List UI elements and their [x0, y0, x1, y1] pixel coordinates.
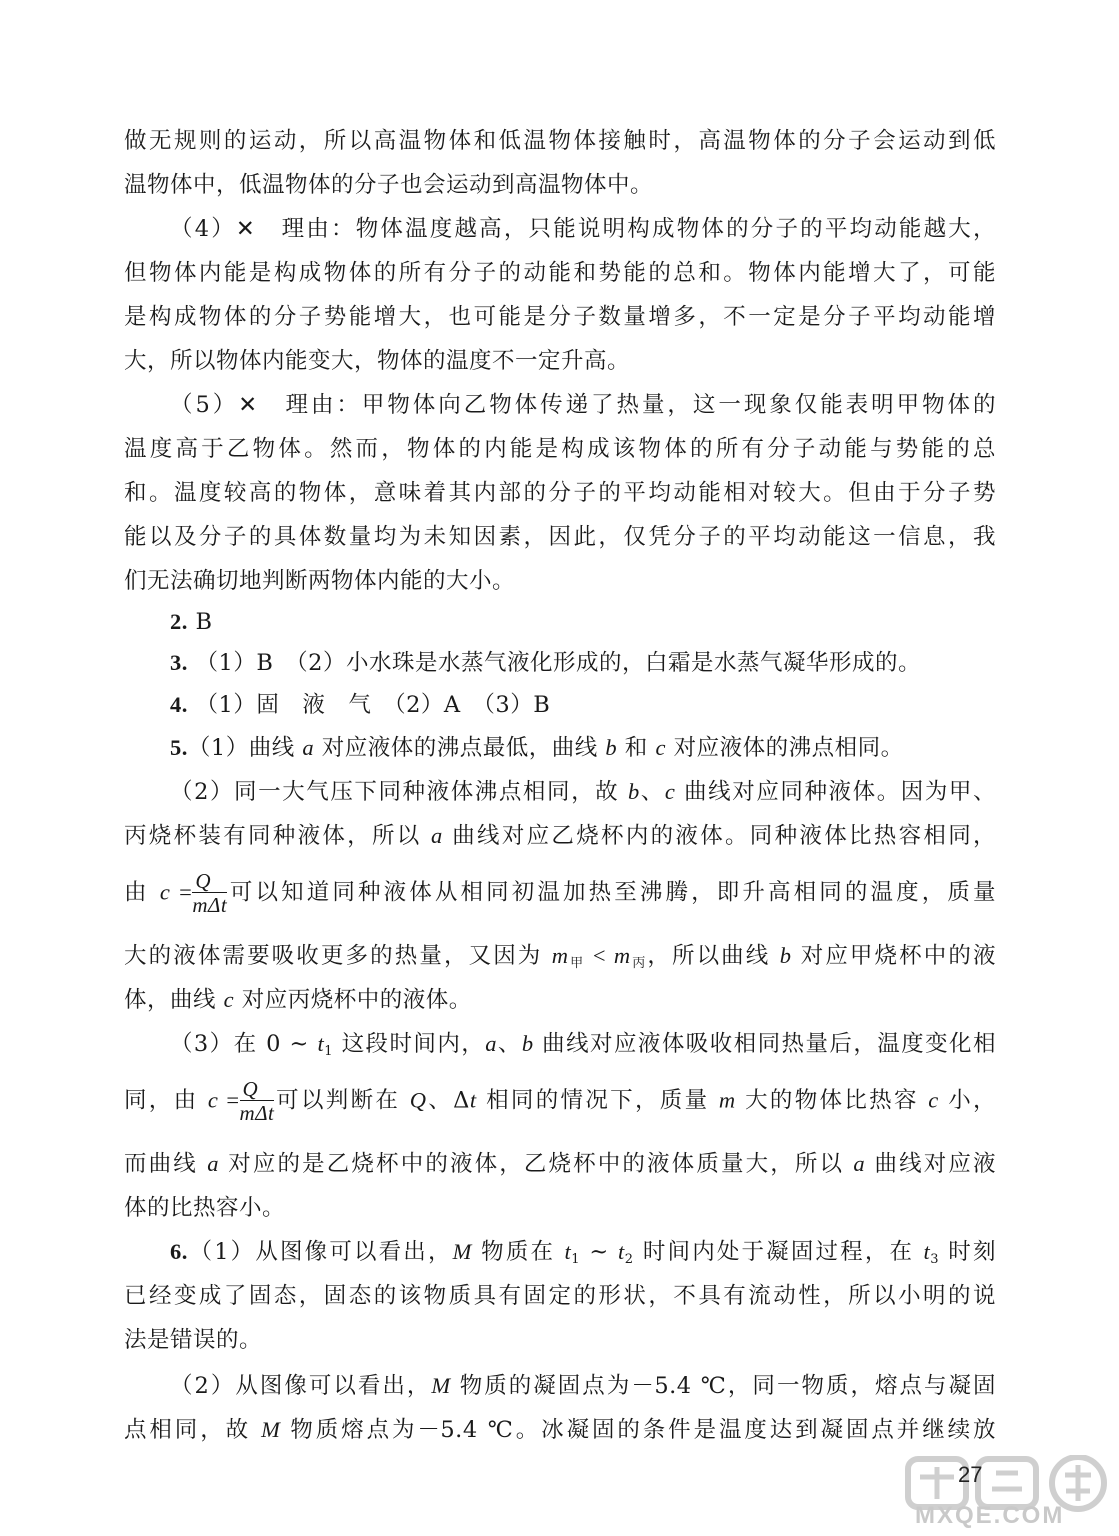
answer-6-part-2: （2）从图像可以看出，M 物质的凝固点为－5.4 ℃，同一物质，熔点与凝固 — [170, 1373, 996, 1399]
specific-heat-formula: $\frac{Q}{\text{mΔt}}$ — [192, 869, 228, 917]
text-line: 和。温度较高的物体，意味着其内部的分子的平均动能相对较大。但由于分子势 — [124, 480, 996, 506]
text-line-with-formula: 由 c = $\frac{Q}{\text{mΔt}}$ 可以知道同种液体从相同初温加热至沸腾，即升高相同的温度，质量 — [124, 869, 996, 917]
text-line: 是构成物体的分子势能增大，也可能是分子数量增多，不一定是分子平均动能增 — [124, 304, 996, 330]
text-line: 体的比热容小。 — [124, 1195, 286, 1221]
text-line: 已经变成了固态，固态的该物质具有固定的形状，不具有流动性，所以小明的说 — [124, 1283, 996, 1309]
question-number: 5. — [170, 735, 188, 760]
question-number: 4. — [170, 692, 188, 717]
answer-5-part-1: 5.（1）曲线 a 对应液体的沸点最低，曲线 b 和 c 对应液体的沸点相同。 — [170, 735, 904, 761]
answer-6-part-1: 6.（1）从图像可以看出，M 物质在 $t_1$ ~ $t_2$ 时间内处于凝固过程，在 $t_3$ 时刻 — [170, 1239, 996, 1267]
text-line: 丙烧杯装有同种液体，所以 a 曲线对应乙烧杯内的液体。同种液体比热容相同， — [124, 823, 996, 849]
question-number: 2. — [170, 609, 188, 634]
page-number: 27 — [958, 1462, 983, 1487]
text-line: 但物体内能是构成物体的所有分子的动能和势能的总和。物体内能增大了，可能 — [124, 260, 996, 286]
specific-heat-formula: $\frac{Q}{\text{mΔt}}$ — [239, 1077, 275, 1125]
text-line-with-formula: 同，由 c = $\frac{Q}{\text{mΔt}}$ 可以判断在 Q、Δt 相同的情况下，质量 m 大的物体比热容 c 小， — [124, 1077, 997, 1125]
text-line: 做无规则的运动，所以高温物体和低温物体接触时，高温物体的分子会运动到低 — [124, 128, 996, 154]
answer-4: 4. （1）固 液 气 （2）A （3）B — [170, 692, 551, 718]
text-line: 体，曲线 c 对应丙烧杯中的液体。 — [124, 987, 472, 1013]
watermark-text: MXQE.COM — [915, 1502, 1065, 1529]
text-line: 法是错误的。 — [124, 1327, 263, 1353]
text-line: （5）✕ 理由：甲物体向乙物体传递了热量，这一现象仅能表明甲物体的 — [170, 392, 996, 418]
text-line: 温度高于乙物体。然而，物体的内能是构成该物体的所有分子动能与势能的总 — [124, 436, 996, 462]
answer-2: 2. B — [170, 609, 213, 635]
answer-5-part-2: （2）同一大气压下同种液体沸点相同，故 b、c 曲线对应同种液体。因为甲、 — [170, 779, 996, 805]
question-number: 6. — [170, 1239, 188, 1264]
text-line: 温物体中，低温物体的分子也会运动到高温物体中。 — [124, 172, 654, 198]
answer-3: 3. （1）B （2）小水珠是水蒸气液化形成的，白霜是水蒸气凝华形成的。 — [170, 650, 921, 676]
text-line: 大，所以物体内能变大，物体的温度不一定升高。 — [124, 348, 631, 374]
text-line: 们无法确切地判断两物体内能的大小。 — [124, 568, 516, 594]
text-line: 点相同，故 M 物质熔点为－5.4 ℃。冰凝固的条件是温度达到凝固点并继续放 — [124, 1417, 996, 1443]
text-line: 而曲线 a 对应的是乙烧杯中的液体，乙烧杯中的液体质量大，所以 a 曲线对应液 — [124, 1151, 997, 1177]
answer-5-part-3: （3）在 0 ~ $t_1$ 这段时间内，a、b 曲线对应液体吸收相同热量后，温度变化相 — [170, 1031, 996, 1059]
question-number: 3. — [170, 650, 188, 675]
text-line: （4）✕ 理由：物体温度越高，只能说明构成物体的分子的平均动能越大， — [170, 216, 996, 242]
text-line: 能以及分子的具体数量均为未知因素，因此，仅凭分子的平均动能这一信息，我 — [124, 524, 996, 550]
text-line: 大的液体需要吸收更多的热量，又因为 $m_甲 < m_丙$，所以曲线 b 对应甲烧杯中的液 — [124, 943, 996, 971]
